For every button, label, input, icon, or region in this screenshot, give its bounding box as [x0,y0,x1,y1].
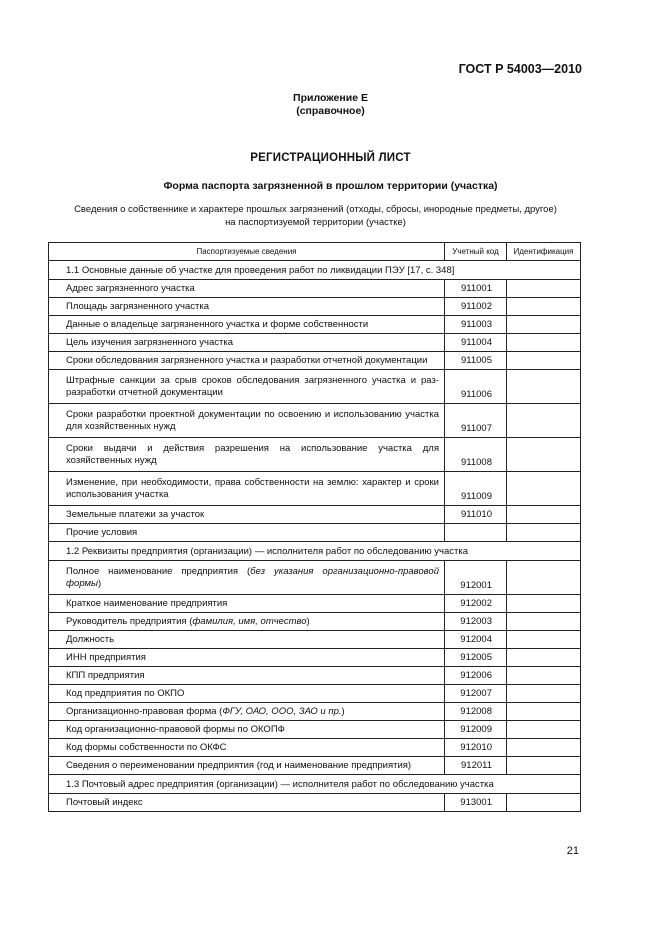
row-identification [507,721,581,739]
row-code: 912008 [445,703,507,721]
row-name: Почтовый индекс [49,794,445,812]
row-code: 913001 [445,794,507,812]
table-row [49,649,581,667]
table-row [49,721,581,739]
row-code: 912007 [445,685,507,703]
table-row [49,561,581,595]
row-identification [507,613,581,631]
table-row [49,316,581,334]
row-identification [507,280,581,298]
passport-table [48,242,581,812]
header-identification: Идентификация [507,243,581,261]
row-name: Адрес загрязненного участка [49,280,445,298]
row-code: 911004 [445,334,507,352]
table-row [49,794,581,812]
row-code: 912004 [445,631,507,649]
document-subtitle: Форма паспорта загрязненной в прошлом территории (участка) [163,180,498,192]
row-identification [507,438,581,472]
table-row [49,472,581,506]
row-identification [507,352,581,370]
row-code: 911003 [445,316,507,334]
row-identification [507,561,581,595]
row-code: 912011 [445,757,507,775]
row-name-text-end: ) [341,706,345,717]
table-row [49,370,581,404]
row-identification [507,370,581,404]
row-name-italic: фамилия, имя, отчество [192,616,307,627]
table-row [49,739,581,757]
header-info: Паспортизуемые сведения [49,243,445,261]
appendix-heading [0,92,661,118]
row-identification [507,506,581,524]
row-identification [507,703,581,721]
row-code: 911005 [445,352,507,370]
row-name [49,613,445,631]
row-code [445,524,507,542]
description [60,204,571,229]
section-title: 1.1 Основные данные об участке для проведения работ по ликвидации ПЭУ [17, с. 348] [49,261,581,280]
row-name-text-end: ) [98,577,102,589]
row-identification [507,524,581,542]
section-row [49,261,581,280]
row-name-italic: без указания организационно-правовой формы [66,565,439,589]
description-line-1: Сведения о собственнике и характере прошлых загрязнений (отходы, сбросы, инородные предметы, другое) [74,204,557,215]
row-name: Должность [49,631,445,649]
row-identification [507,739,581,757]
row-identification [507,334,581,352]
header-code: Учетный код [445,243,507,261]
section-row [49,542,581,561]
appendix-note: (справочное) [296,105,365,117]
row-name-italic: ФГУ, ОАО, ООО, ЗАО и пр. [222,706,342,717]
section-title: 1.3 Почтовый адрес предприятия (организации) — исполнителя работ по обследованию участка [49,775,581,794]
row-code: 912002 [445,595,507,613]
standard-number: ГОСТ Р 54003—2010 [458,62,582,76]
row-code: 912006 [445,667,507,685]
page-number: 21 [566,845,579,857]
row-code: 911007 [445,404,507,438]
row-identification [507,316,581,334]
row-code: 911010 [445,506,507,524]
row-identification [507,667,581,685]
appendix-title: Приложение Е [293,92,368,104]
row-name: Код формы собственности по ОКФС [49,739,445,757]
table-row [49,667,581,685]
table-row [49,506,581,524]
table-row [49,703,581,721]
row-name: Изменение, при необходимости, права собственности на землю: характер и сроки использования участка [49,472,445,506]
row-identification [507,757,581,775]
row-code: 912001 [445,561,507,595]
table-row [49,757,581,775]
row-name: Сроки обследования загрязненного участка и разработки отчетной документации [49,352,445,370]
table-row [49,631,581,649]
row-name-text-end: ) [306,616,310,627]
row-code: 912009 [445,721,507,739]
row-identification [507,794,581,812]
row-name: Прочие условия [49,524,445,542]
description-line-2: на паспортизуемой территории (участке) [225,216,406,228]
row-name-text: Руководитель предприятия ( [66,616,193,627]
section-row [49,775,581,794]
table-row [49,595,581,613]
row-identification [507,404,581,438]
row-name: Код предприятия по ОКПО [49,685,445,703]
row-identification [507,649,581,667]
row-name: Краткое наименование предприятия [49,595,445,613]
document-title: РЕГИСТРАЦИОННЫЙ ЛИСТ [250,152,411,164]
table-row [49,524,581,542]
table-row [49,685,581,703]
row-code: 912005 [445,649,507,667]
row-name-text: Полное наименование предприятия ( [66,565,251,577]
row-identification [507,472,581,506]
row-code: 911001 [445,280,507,298]
row-identification [507,631,581,649]
row-name: ИНН предприятия [49,649,445,667]
row-code: 911009 [445,472,507,506]
row-name: Цель изучения загрязненного участка [49,334,445,352]
table-row [49,404,581,438]
row-name: Земельные платежи за участок [49,506,445,524]
row-code: 911008 [445,438,507,472]
table-row [49,613,581,631]
table-row [49,280,581,298]
row-name: Сроки выдачи и действия разрешения на использование участка для хозяйственных нужд [49,438,445,472]
row-code: 912003 [445,613,507,631]
row-identification [507,298,581,316]
row-name: Данные о владельце загрязненного участка и форме собственности [49,316,445,334]
section-title: 1.2 Реквизиты предприятия (организации) — исполнителя работ по обследованию участка [49,542,581,561]
table-row [49,438,581,472]
table-row [49,334,581,352]
row-name: Штрафные санкции за срыв сроков обследования загрязненного участка и раз-разработки отчетной документации [49,370,445,404]
row-name: Площадь загрязненного участка [49,298,445,316]
row-code: 911002 [445,298,507,316]
row-name: КПП предприятия [49,667,445,685]
row-code: 911006 [445,370,507,404]
row-name: Сроки разработки проектной документации по освоению и использованию участка для хозяйственных нужд [49,404,445,438]
row-code: 912010 [445,739,507,757]
row-name [49,703,445,721]
table-row [49,352,581,370]
row-identification [507,685,581,703]
row-name: Сведения о переименовании предприятия (год и наименование предприятия) [49,757,445,775]
row-identification [507,595,581,613]
row-name-text: Организационно-правовая форма ( [66,706,223,717]
row-name: Код организационно-правовой формы по ОКОПФ [49,721,445,739]
row-name [49,561,445,595]
table-row [49,298,581,316]
table-header-row [49,243,581,261]
